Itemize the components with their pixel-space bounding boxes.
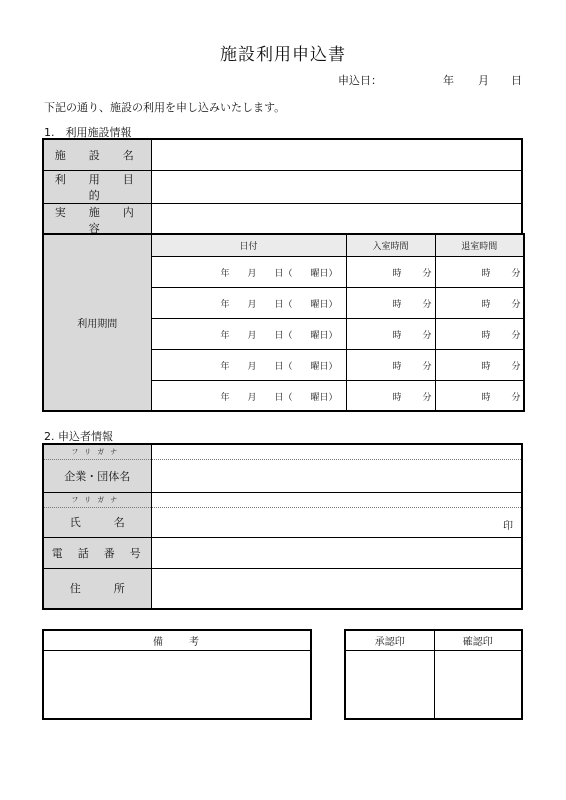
stamp-table xyxy=(344,629,523,720)
hour-text: 時 xyxy=(481,299,491,310)
date-template-text: 年 月 日（ 曜日） xyxy=(220,268,338,279)
company-label: 企業・団体名 xyxy=(43,459,151,492)
remarks-header: 備 考 xyxy=(153,636,201,648)
date-field[interactable] xyxy=(151,318,346,349)
date-label: 申込日： xyxy=(338,74,382,87)
phone-label: 電 話 番 号 xyxy=(43,537,151,568)
in-time-field[interactable] xyxy=(346,349,435,380)
name-field[interactable] xyxy=(151,507,522,537)
hour-text: 時 xyxy=(392,299,402,310)
out-time-field[interactable] xyxy=(435,256,524,287)
remarks-field[interactable] xyxy=(43,650,311,719)
minute-text: 分 xyxy=(422,361,432,372)
name-furigana-field[interactable] xyxy=(151,492,522,507)
intro-text: 下記の通り、施設の利用を申し込みいたします。 xyxy=(44,101,286,114)
applicant-table xyxy=(42,443,523,610)
date-field[interactable] xyxy=(151,256,346,287)
name-label: 氏 名 xyxy=(43,507,151,537)
date-template-text: 年 月 日（ 曜日） xyxy=(220,392,338,403)
hour-text: 時 xyxy=(481,392,491,403)
date-year: 年 xyxy=(443,74,454,87)
facility-name-field[interactable] xyxy=(151,139,522,170)
minute-text: 分 xyxy=(511,268,521,279)
facility-info-table xyxy=(42,138,523,238)
date-field[interactable] xyxy=(151,380,346,411)
date-template-text: 年 月 日（ 曜日） xyxy=(220,361,338,372)
phone-field[interactable] xyxy=(151,537,522,568)
in-time-field[interactable] xyxy=(346,380,435,411)
date-month: 月 xyxy=(478,74,489,87)
address-field[interactable] xyxy=(151,568,522,609)
minute-text: 分 xyxy=(422,392,432,403)
col-out-header: 退室時間 xyxy=(435,234,524,256)
minute-text: 分 xyxy=(511,361,521,372)
minute-text: 分 xyxy=(422,268,432,279)
approval-stamp-field[interactable] xyxy=(345,650,434,719)
section1-heading: 1. 利用施設情報 xyxy=(44,126,132,139)
purpose-label: 利 用 目 的 xyxy=(43,170,151,203)
hour-text: 時 xyxy=(392,330,402,341)
confirm-header: 確認印 xyxy=(462,636,493,648)
approval-header: 承認印 xyxy=(345,630,434,650)
content-label: 実 施 内 容 xyxy=(43,203,151,237)
company-furigana-label: フリガナ xyxy=(43,444,151,459)
period-label: 利用期間 xyxy=(43,234,151,411)
content-field[interactable] xyxy=(151,203,522,237)
date-template-text: 年 月 日（ 曜日） xyxy=(220,330,338,341)
minute-text: 分 xyxy=(511,330,521,341)
remarks-table xyxy=(42,629,312,720)
company-furigana-field[interactable] xyxy=(151,444,522,459)
date-day: 日 xyxy=(511,74,522,87)
confirm-stamp-field[interactable] xyxy=(434,650,522,719)
hour-text: 時 xyxy=(392,268,402,279)
seal-mark: 印 xyxy=(503,520,513,532)
col-date-header: 日付 xyxy=(151,234,346,256)
out-time-field[interactable] xyxy=(435,287,524,318)
minute-text: 分 xyxy=(511,392,521,403)
minute-text: 分 xyxy=(511,299,521,310)
name-furigana-label: フリガナ xyxy=(43,492,151,507)
out-time-field[interactable] xyxy=(435,380,524,411)
hour-text: 時 xyxy=(392,361,402,372)
hour-text: 時 xyxy=(481,330,491,341)
address-label: 住 所 xyxy=(43,568,151,609)
in-time-field[interactable] xyxy=(346,256,435,287)
col-in-header: 入室時間 xyxy=(346,234,435,256)
in-time-field[interactable] xyxy=(346,287,435,318)
hour-text: 時 xyxy=(481,361,491,372)
minute-text: 分 xyxy=(422,299,432,310)
company-field[interactable] xyxy=(151,459,522,492)
minute-text: 分 xyxy=(422,330,432,341)
section2-heading: 2. 申込者情報 xyxy=(44,430,113,443)
out-time-field[interactable] xyxy=(435,318,524,349)
out-time-field[interactable] xyxy=(435,349,524,380)
hour-text: 時 xyxy=(481,268,491,279)
date-template-text: 年 月 日（ 曜日） xyxy=(220,299,338,310)
date-field[interactable] xyxy=(151,349,346,380)
purpose-field[interactable] xyxy=(151,170,522,203)
date-field[interactable] xyxy=(151,287,346,318)
hour-text: 時 xyxy=(392,392,402,403)
period-table xyxy=(42,233,525,412)
in-time-field[interactable] xyxy=(346,318,435,349)
document-title: 施設利用申込書 xyxy=(220,45,346,65)
facility-name-label: 施 設 名 xyxy=(43,139,151,170)
